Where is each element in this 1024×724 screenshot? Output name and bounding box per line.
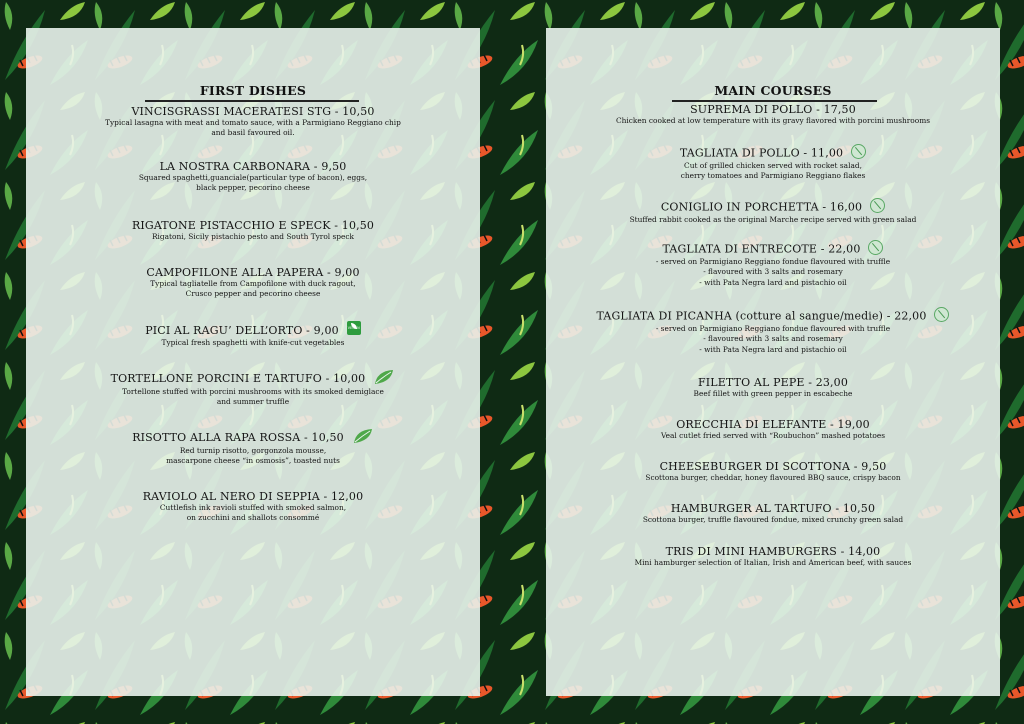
section-title-first-dishes: FIRST DISHES	[199, 83, 307, 98]
dish-name-row	[26, 371, 480, 387]
dish-name-row	[546, 146, 1000, 161]
dish-description: Red turnip risotto, gorgonzola mousse, mascarpone cheese “in osmosis”, toasted nuts	[166, 446, 340, 466]
title-underline	[672, 100, 877, 102]
menu-item	[26, 430, 480, 467]
gluten-free-icon	[934, 307, 949, 322]
menu-item	[26, 266, 480, 300]
dish-name: LA NOSTRA CARBONARA - 9,50	[159, 160, 347, 173]
menu-item	[546, 460, 1000, 483]
dish-description: Cut of grilled chicken served with rocket salad, cherry tomatoes and Parmigiano Reggiano flakes	[680, 161, 866, 181]
menu-item	[26, 160, 480, 194]
leaf-icon	[373, 369, 395, 385]
dish-name-row	[26, 324, 480, 338]
menu-item	[26, 371, 480, 408]
dish-name: HAMBURGER AL TARTUFO - 10,50	[670, 502, 876, 515]
gluten-free-icon	[868, 240, 883, 255]
menu-item	[546, 502, 1000, 525]
section-title-main-courses: MAIN COURSES	[714, 83, 832, 98]
menu-item	[546, 146, 1000, 182]
dish-description: - served on Parmigiano Reggiano fondue flavoured with truffle - flavoured with 3 salts and rosemary - with Pata Negra lard and pistachio oil	[655, 257, 891, 287]
dish-description: Typical lasagna with meat and tomato sauce, with a Parmigiano Reggiano chip and basil favoured oil.	[105, 118, 401, 138]
dish-name: RISOTTO ALLA RAPA ROSSA - 10,50	[132, 431, 344, 444]
menu-item	[26, 105, 480, 139]
title-underline	[145, 100, 359, 102]
menu-item	[546, 545, 1000, 568]
dish-description: Scottona burger, cheddar, honey flavoured BBQ sauce, crispy bacon	[645, 473, 901, 482]
gluten-free-icon	[851, 144, 866, 159]
dish-description: Typical fresh spaghetti with knife-cut vegetables	[161, 338, 345, 347]
dish-name: RIGATONE PISTACCHIO E SPECK - 10,50	[131, 219, 375, 232]
dish-name: TORTELLONE PORCINI E TARTUFO - 10,00	[110, 372, 366, 385]
dish-name-row	[546, 309, 1000, 324]
dish-name: RAVIOLO AL NERO DI SEPPIA - 12,00	[142, 490, 364, 503]
dish-name: TAGLIATA DI POLLO - 11,00	[679, 146, 844, 160]
menu-item	[546, 418, 1000, 441]
dish-description: Veal cutlet fried served with “Roubuchon” mashed potatoes	[660, 431, 886, 440]
dish-name-row	[26, 430, 480, 446]
dish-description: Stuffed rabbit cooked as the original Marche recipe served with green salad	[629, 215, 917, 224]
dish-description: Rigatoni, Sicily pistachio pesto and South Tyrol speck	[151, 232, 355, 241]
dish-name: PICI AL RAGU’ DELL’ORTO - 9,00	[145, 324, 339, 337]
first-dishes-panel	[26, 28, 480, 696]
menu-item	[546, 242, 1000, 288]
dish-name: VINCISGRASSI MACERATESI STG - 10,50	[131, 105, 375, 118]
gluten-free-icon	[870, 198, 885, 213]
dish-name: CHEESEBURGER DI SCOTTONA - 9,50	[659, 460, 887, 473]
menu-item	[546, 376, 1000, 399]
dish-description: Typical tagliatelle from Campofilone with duck ragout, Crusco pepper and pecorino cheese	[150, 279, 356, 299]
dish-name: CAMPOFILONE ALLA PAPERA - 9,00	[146, 266, 360, 279]
dish-name: FILETTO AL PEPE - 23,00	[698, 376, 848, 389]
main-courses-panel	[546, 28, 1000, 696]
dish-name: CONIGLIO IN PORCHETTA - 16,00	[660, 200, 863, 214]
dish-description: Mini hamburger selection of Italian, Irish and American beef, with sauces	[634, 558, 912, 567]
dish-name: ORECCHIA DI ELEFANTE - 19,00	[676, 418, 870, 431]
dish-name: SUPREMA DI POLLO - 17,50	[690, 103, 856, 116]
dish-name: TRIS DI MINI HAMBURGERS - 14,00	[665, 545, 881, 558]
menu-item	[26, 490, 480, 524]
dish-description: Cuttlefish ink ravioli stuffed with smoked salmon, on zucchini and shallots consommé	[159, 503, 347, 523]
dish-description: Scottona burger, truffle flavoured fondue, mixed crunchy green salad	[642, 515, 904, 524]
menu-item	[546, 103, 1000, 126]
dish-name: TAGLIATA DI PICANHA (cotture al sangue/medie) - 22,00	[596, 309, 927, 323]
dish-description: Beef fillet with green pepper in escabeche	[693, 389, 853, 398]
dish-name: TAGLIATA DI ENTRECOTE - 22,00	[662, 242, 861, 256]
dish-name-row	[546, 200, 1000, 215]
dish-name-row	[546, 242, 1000, 257]
menu-item	[546, 309, 1000, 355]
leaf-icon	[352, 428, 374, 444]
dish-description: Squared spaghetti,guanciale(particular type of bacon), eggs, black pepper, pecorino cheese	[138, 173, 368, 193]
menu-item	[26, 324, 480, 348]
vegan-icon	[347, 321, 361, 335]
menu-item	[546, 200, 1000, 225]
dish-description: - served on Parmigiano Reggiano fondue flavoured with truffle - flavoured with 3 salts and rosemary - with Pata Negra lard and pistachio oil	[655, 324, 891, 354]
menu-item	[26, 219, 480, 242]
dish-description: Chicken cooked at low temperature with its gravy flavored with porcini mushrooms	[615, 116, 931, 125]
dish-description: Tortellone stuffed with porcini mushrooms with its smoked demiglace and summer truffle	[122, 387, 384, 407]
